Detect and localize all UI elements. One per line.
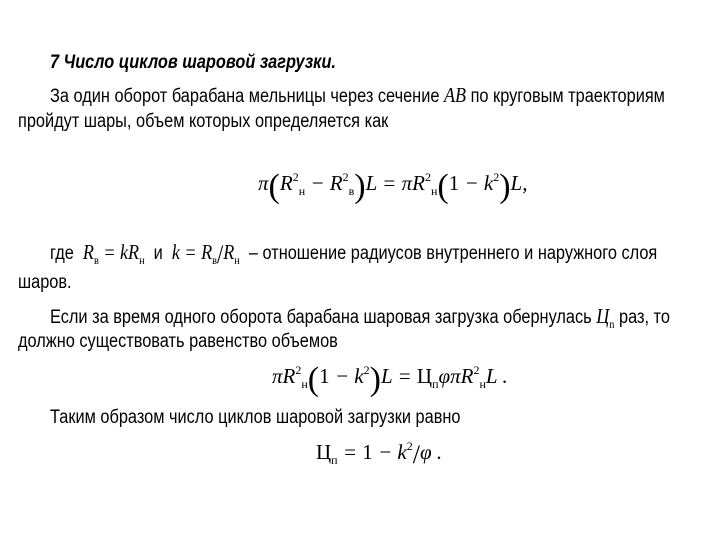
section-heading: 7 Число циклов шаровой загрузки. bbox=[50, 52, 336, 73]
sub-n: н bbox=[234, 253, 240, 267]
sub-p: п bbox=[432, 377, 439, 391]
p1-text-end: по круговым траекториям bbox=[470, 86, 665, 107]
sub-v: в bbox=[93, 253, 99, 267]
p1-ab-symbol: AB bbox=[443, 83, 467, 107]
paragraph-3-line-2: должно существовать равенство объемов bbox=[18, 331, 338, 352]
where-word: где bbox=[50, 243, 74, 264]
where-and: и bbox=[153, 243, 163, 264]
p3-text: Если за время одного оборота барабана шаровая загрузка обернулась bbox=[50, 307, 592, 328]
sub-n: н bbox=[139, 253, 145, 267]
paragraph-1-line-2: пройдут шары, объем которых определяется как bbox=[18, 111, 389, 132]
where-tail: – отношение радиусов внутреннего и наружного слоя bbox=[248, 243, 658, 264]
sub-n: н bbox=[430, 184, 438, 198]
paragraph-3-line-1 bbox=[50, 305, 670, 329]
where-line-2: шаров. bbox=[18, 272, 72, 293]
p1-text: За один оборот барабана мельницы через сечение bbox=[50, 86, 440, 107]
paragraph-1-line-1 bbox=[50, 84, 665, 108]
sub-v: в bbox=[348, 184, 355, 198]
sub-v: в bbox=[212, 253, 218, 267]
where-line bbox=[50, 240, 658, 269]
p3-text-end: раз, то bbox=[618, 307, 670, 328]
formula-equality: $\pi R^2_н(1 - k^2)L = Ц_п\varphi\pi R^2_нL$ . bbox=[272, 361, 508, 398]
p3-symbol: $Ц_n$ bbox=[596, 304, 615, 331]
paragraph-4: Таким образом число циклов шаровой загрузки равно bbox=[50, 407, 461, 428]
formula-volume: $\pi(R^2_н - R^2_в)L = \pi R^2_н(1 - k^2)L$, bbox=[258, 168, 528, 205]
where-formula-1: $R_в = kR_н$ bbox=[78, 240, 145, 267]
where-formula-2: $k = R_в/R_н$ bbox=[167, 240, 240, 269]
sub-n: н bbox=[301, 377, 308, 391]
sub-p: п bbox=[331, 453, 338, 467]
sub-n: н bbox=[479, 377, 486, 391]
formula-result: $Ц_п = 1 - k^2/\varphi$ . bbox=[316, 439, 443, 469]
sub-n: н bbox=[298, 184, 306, 198]
